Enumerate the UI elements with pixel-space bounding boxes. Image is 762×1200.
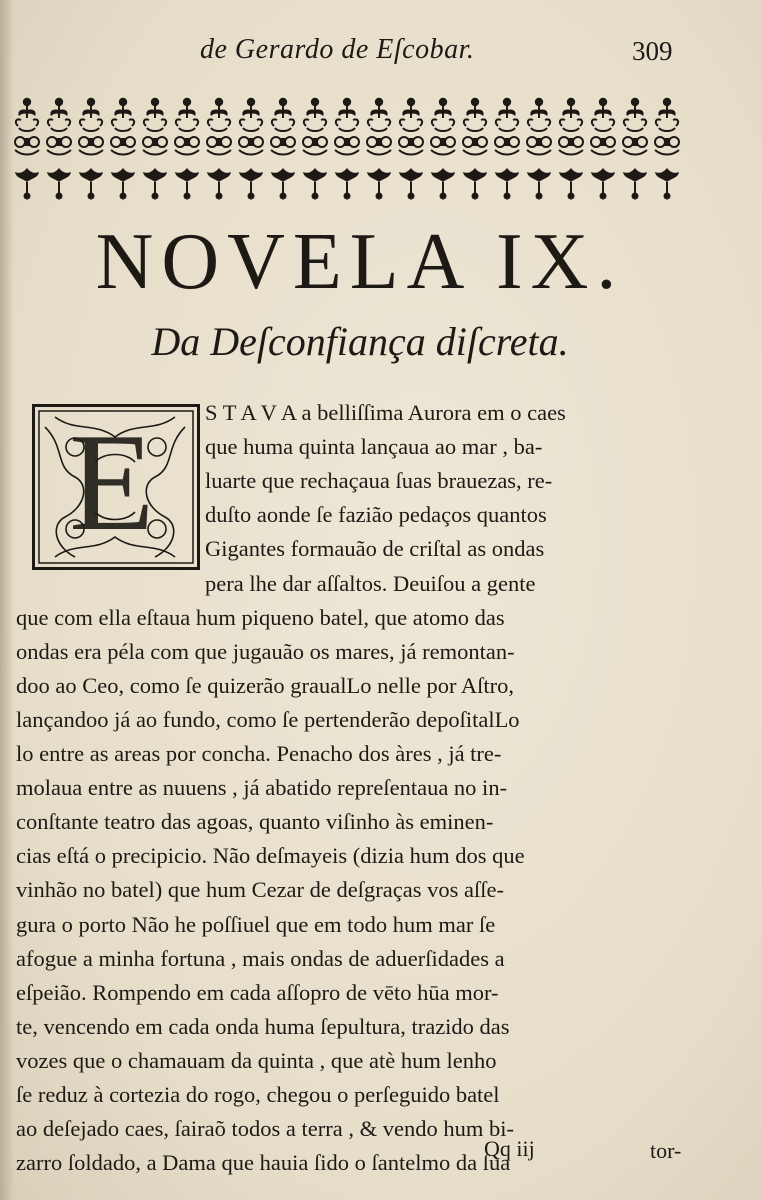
body-line: ſe reduz à cortezia do rogo, chegou o perſeguido batel [16,1082,500,1107]
body-line: te, vencendo em cada onda huma ſepultura, trazido das [16,1013,510,1039]
body-line: duſto aonde ſe fazião pedaços quantos [205,502,547,528]
body-line: ao deſejado caes, ſairaõ todos a terra , & vendo hum bi- [16,1116,514,1142]
body-line: cias eſtá o precipicio. Não deſmayeis (dizia hum dos que [16,843,525,869]
body-line: doo ao Ceo, como ſe quizerão graualLo nelle por Aſtro, [16,672,514,698]
body-line: vozes que o chamauam da quinta , que atè hum lenho [16,1047,497,1073]
body-line: ondas era péla com que jugauão os mares, já remontan- [16,638,515,664]
body-line: zarro ſoldado, a Dama que hauia ſido o ſantelmo da ſua [16,1150,511,1176]
body-line: S T A V A a belliſſima Aurora em o caes [205,400,566,425]
running-head: de Gerardo de Eſcobar. [200,34,475,65]
body-line: luarte que rechaçaua ſuas brauezas, re- [205,468,553,494]
body-line: pera lhe dar aſſaltos. Deuiſou a gente [205,570,536,596]
body-line: Gigantes formauão de criſtal as ondas [205,536,545,562]
body-line: que huma quinta lançaua ao mar , ba- [205,434,543,460]
signature-mark: Qq iij [484,1136,535,1161]
body-line: que com ella eſtaua hum piqueno batel, que atomo das [16,604,505,630]
decorated-initial [32,404,200,570]
body-line: conſtante teatro das agoas, quanto viſinho às eminen- [16,809,494,835]
body-line: lo entre as areas por concha. Penacho dos àres , já tre- [16,741,502,766]
body-line: afogue a minha fortuna , mais ondas de aduerſidades a [16,945,505,971]
body-line: molaua entre as nuuens , já abatido repreſentaua no in- [16,775,508,801]
page-number: 309 [632,36,673,66]
initial-letter: E [69,405,155,560]
body-line: vinhão no batel) que hum Cezar de deſgraças vos aſſe- [16,877,504,903]
catch-word: tor- [650,1138,682,1163]
body-line: eſpeião. Rompendo em cada aſſopro de vēto hūa mor- [16,979,499,1005]
chapter-subtitle: Da Deſconfiança diſcreta. [151,319,569,364]
fleuron-ornament-band [12,96,694,204]
chapter-title: NOVELA IX. [95,218,625,306]
body-line: gura o porto Não he poſſiuel que em todo hum mar ſe [16,911,496,937]
body-line: lançandoo já ao fundo, como ſe pertenderão depoſitalLo [16,706,520,732]
